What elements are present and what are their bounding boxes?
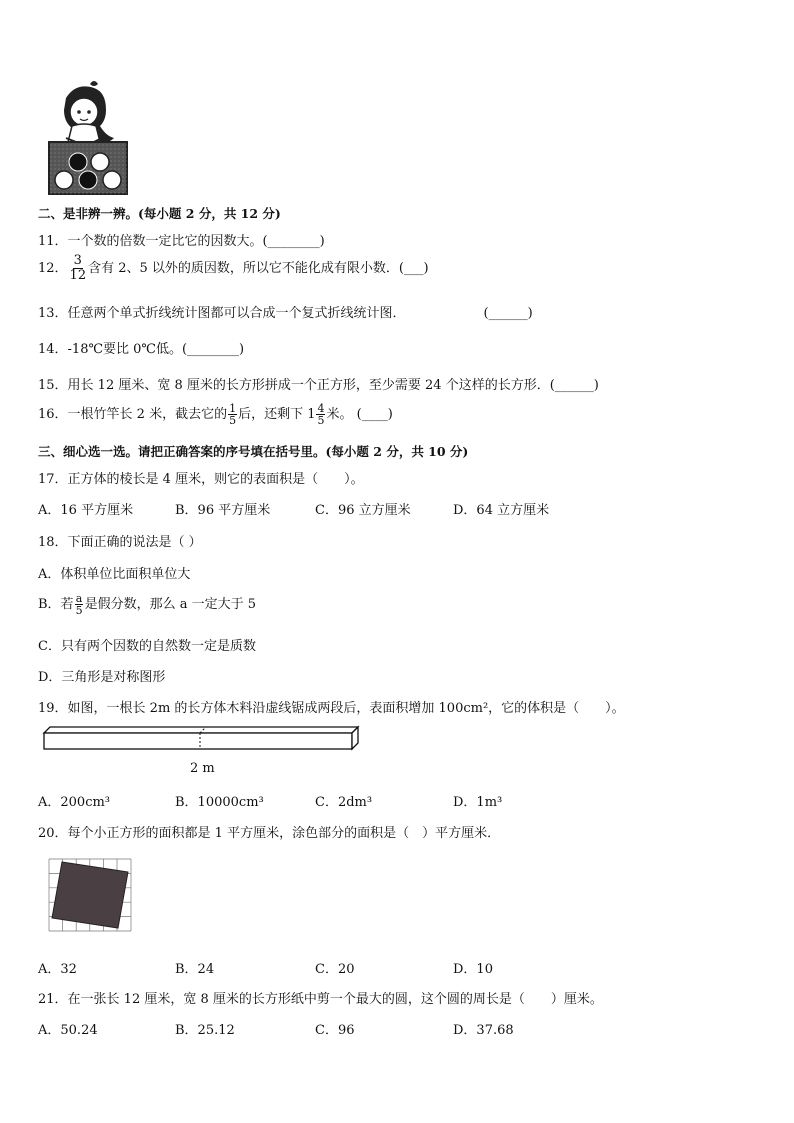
q17-option-a: A．16 平方厘米 <box>38 503 134 518</box>
girl-illustration <box>46 76 132 198</box>
q12-text: 含有 2、5 以外的质因数，所以它不能化成有限小数．(___) <box>88 261 429 276</box>
question-18: 18．下面正确的说法是（ ） <box>38 535 202 550</box>
q12-fraction <box>69 254 88 283</box>
q17-option-d: D．64 立方厘米 <box>453 503 550 518</box>
q18-option-a: A．体积单位比面积单位大 <box>38 567 191 582</box>
q18-b-post: 是假分数，那么 a 一定大于 5 <box>84 597 256 612</box>
wood-beam-figure <box>42 725 362 753</box>
q18-b-pre: B．若 <box>38 597 74 612</box>
q18-b-numerator: a <box>75 592 83 605</box>
q17-option-c: C．96 立方厘米 <box>315 503 411 518</box>
q16-f1-numerator: 1 <box>229 402 237 415</box>
q20-option-d: D．10 <box>453 962 493 977</box>
question-17: 17．正方体的棱长是 4 厘米，则它的表面积是（ ）。 <box>38 472 364 487</box>
question-13 <box>38 302 533 321</box>
q16-fraction-1 <box>228 403 237 426</box>
q16-f2-numerator: 4 <box>317 402 325 415</box>
section2-header: 二、是非辨一辨。(每小题 2 分，共 12 分) <box>38 206 281 221</box>
q17-option-b: B．96 平方厘米 <box>175 503 271 518</box>
q16-f1-denominator: 5 <box>229 414 237 427</box>
q19-option-a: A．200cm³ <box>38 795 111 810</box>
q18-option-b <box>38 593 256 616</box>
q12-prefix: 12． <box>38 261 68 276</box>
q18-option-c: C．只有两个因数的自然数一定是质数 <box>38 639 256 654</box>
q21-option-b: B．25.12 <box>175 1023 235 1038</box>
question-11: 11．一个数的倍数一定比它的因数大。(________) <box>38 234 325 249</box>
section3-header: 三、细心选一选。请把正确答案的序号填在括号里。(每小题 2 分，共 10 分) <box>38 444 469 459</box>
q18-b-denominator: 5 <box>75 604 83 617</box>
q19-option-b: B．10000cm³ <box>175 795 264 810</box>
question-16 <box>38 403 393 426</box>
q21-option-a: A．50.24 <box>38 1023 98 1038</box>
q13-blank: (______) <box>483 306 533 321</box>
q12-numerator: 3 <box>73 253 82 268</box>
q18-b-fraction <box>75 593 84 616</box>
q19-option-d: D．1m³ <box>453 795 503 810</box>
q20-option-c: C．20 <box>315 962 355 977</box>
question-19: 19．如图，一根长 2m 的长方体木料沿虚线锯成两段后，表面积增加 100cm²，它的体积是（ ）。 <box>38 701 625 716</box>
q16-fraction-2 <box>316 403 325 426</box>
question-15: 15．用长 12 厘米、宽 8 厘米的长方形拼成一个正方形，至少需要 24 个这样的长方形．(______) <box>38 378 599 393</box>
q16-text-b: 后，还剩下 1 <box>238 407 316 422</box>
question-21: 21．在一张长 12 厘米，宽 8 厘米的长方形纸中剪一个最大的圆，这个圆的周长是（ ）厘米。 <box>38 992 603 1007</box>
q21-option-d: D．37.68 <box>453 1023 514 1038</box>
q20-option-b: B．24 <box>175 962 215 977</box>
question-14: 14．-18℃要比 0℃低。(________) <box>38 342 245 357</box>
q16-text-c: 米。 (____) <box>326 407 393 422</box>
shaded-square-grid <box>48 858 132 932</box>
q12-denominator: 12 <box>69 268 87 283</box>
question-12 <box>38 254 429 283</box>
q13-text: 13．任意两个单式折线统计图都可以合成一个复式折线统计图． <box>38 306 406 321</box>
q16-text-a: 16．一根竹竿长 2 米，截去它的 <box>38 407 228 422</box>
question-20: 20．每个小正方形的面积都是 1 平方厘米，涂色部分的面积是（ ）平方厘米． <box>38 826 501 841</box>
q21-option-c: C．96 <box>315 1023 355 1038</box>
q16-f2-denominator: 5 <box>317 414 325 427</box>
q19-option-c: C．2dm³ <box>315 795 373 810</box>
q18-option-d: D．三角形是对称图形 <box>38 670 166 685</box>
q19-figure-label: 2 m <box>190 761 215 776</box>
q20-option-a: A．32 <box>38 962 77 977</box>
